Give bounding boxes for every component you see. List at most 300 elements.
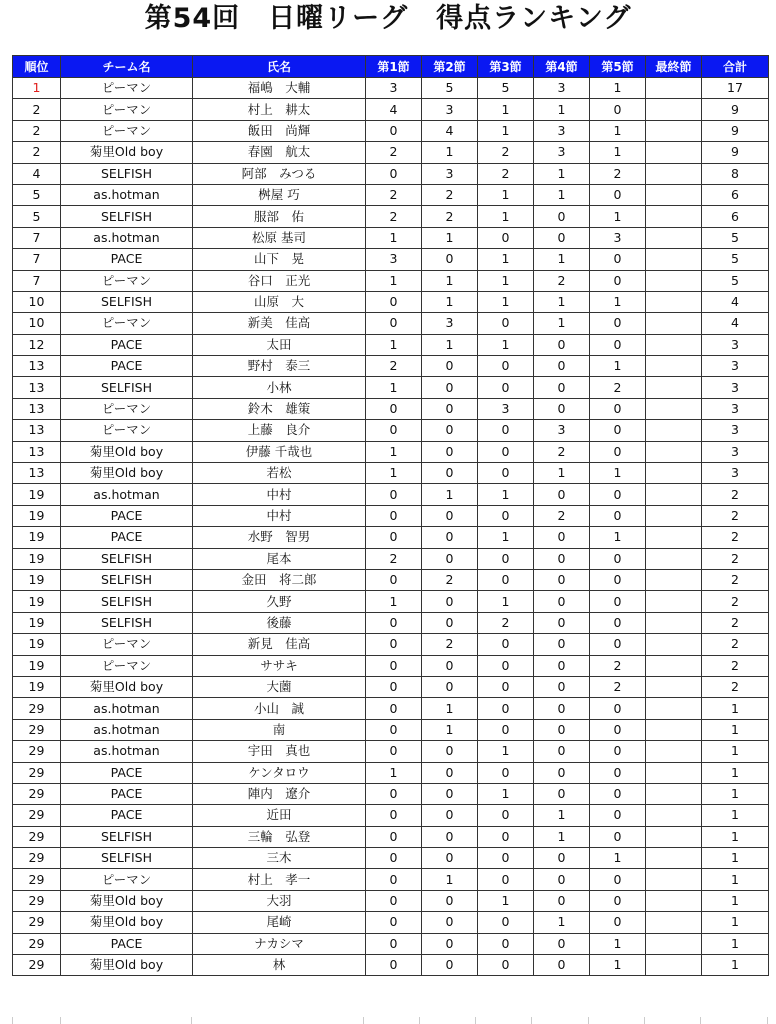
- cell-final-match: [646, 698, 702, 719]
- cell-match-2: 2: [422, 634, 478, 655]
- table-row: [13, 527, 769, 548]
- cell-total: 1: [702, 912, 769, 933]
- cell-final-match: [646, 291, 702, 312]
- cell-final-match: [646, 848, 702, 869]
- cell-match-3: 0: [478, 505, 534, 526]
- cell-match-5: 0: [590, 441, 646, 462]
- cell-team: ピーマン: [61, 78, 193, 99]
- cell-total: 1: [702, 869, 769, 890]
- cell-player-name: 林: [193, 955, 366, 976]
- cell-match-4: 1: [534, 826, 590, 847]
- table-row: [13, 505, 769, 526]
- cell-team: SELFISH: [61, 206, 193, 227]
- cell-final-match: [646, 377, 702, 398]
- cell-rank: 19: [13, 612, 61, 633]
- cell-match-1: 3: [366, 78, 422, 99]
- cell-team: 菊里Old boy: [61, 890, 193, 911]
- cell-player-name: 福嶋 大輔: [193, 78, 366, 99]
- cell-team: SELFISH: [61, 848, 193, 869]
- cell-total: 4: [702, 313, 769, 334]
- cell-match-1: 1: [366, 334, 422, 355]
- cell-match-4: 1: [534, 463, 590, 484]
- cell-match-5: 0: [590, 762, 646, 783]
- cell-match-1: 0: [366, 505, 422, 526]
- cell-rank: 10: [13, 291, 61, 312]
- cell-match-4: 0: [534, 783, 590, 804]
- cell-match-5: 2: [590, 655, 646, 676]
- table-row: [13, 463, 769, 484]
- cell-final-match: [646, 163, 702, 184]
- cell-match-1: 0: [366, 398, 422, 419]
- cell-match-3: 1: [478, 291, 534, 312]
- cell-match-5: 0: [590, 805, 646, 826]
- cell-match-5: 1: [590, 291, 646, 312]
- cell-match-3: 0: [478, 548, 534, 569]
- cell-match-1: 4: [366, 99, 422, 120]
- cell-player-name: 阿部 みつる: [193, 163, 366, 184]
- cell-team: PACE: [61, 249, 193, 270]
- cell-match-5: 0: [590, 569, 646, 590]
- table-row: [13, 120, 769, 141]
- table-row: [13, 805, 769, 826]
- cell-match-4: 0: [534, 890, 590, 911]
- cell-match-3: 1: [478, 741, 534, 762]
- cell-match-2: 0: [422, 505, 478, 526]
- table-row: [13, 441, 769, 462]
- cell-match-2: 2: [422, 206, 478, 227]
- cell-match-2: 0: [422, 912, 478, 933]
- cell-match-3: 0: [478, 227, 534, 248]
- cell-match-5: 0: [590, 612, 646, 633]
- cell-match-4: 1: [534, 99, 590, 120]
- cell-match-1: 2: [366, 206, 422, 227]
- cell-match-1: 0: [366, 741, 422, 762]
- cell-match-3: 1: [478, 270, 534, 291]
- cell-match-1: 0: [366, 869, 422, 890]
- cell-player-name: 水野 智男: [193, 527, 366, 548]
- cell-player-name: 後藤: [193, 612, 366, 633]
- cell-rank: 29: [13, 741, 61, 762]
- cell-player-name: 大薗: [193, 676, 366, 697]
- cell-match-1: 2: [366, 142, 422, 163]
- cell-player-name: 飯田 尚輝: [193, 120, 366, 141]
- cell-match-1: 0: [366, 484, 422, 505]
- cell-match-2: 0: [422, 591, 478, 612]
- cell-rank: 5: [13, 206, 61, 227]
- cell-match-3: 0: [478, 655, 534, 676]
- cell-final-match: [646, 890, 702, 911]
- table-row: [13, 313, 769, 334]
- cell-player-name: 村上 耕太: [193, 99, 366, 120]
- cell-match-5: 0: [590, 826, 646, 847]
- cell-match-4: 0: [534, 612, 590, 633]
- cell-total: 5: [702, 227, 769, 248]
- page-title: 第54回 日曜リーグ 得点ランキング: [144, 3, 632, 34]
- cell-match-5: 3: [590, 227, 646, 248]
- cell-match-4: 1: [534, 912, 590, 933]
- cell-rank: 19: [13, 505, 61, 526]
- cell-rank: 2: [13, 120, 61, 141]
- cell-team: ピーマン: [61, 313, 193, 334]
- cell-match-2: 0: [422, 548, 478, 569]
- cell-match-2: 1: [422, 227, 478, 248]
- cell-rank: 19: [13, 655, 61, 676]
- cell-player-name: 宇田 真也: [193, 741, 366, 762]
- cell-match-2: 0: [422, 805, 478, 826]
- table-row: [13, 869, 769, 890]
- cell-team: ピーマン: [61, 869, 193, 890]
- table-row: [13, 890, 769, 911]
- header-match-5: 第5節: [590, 56, 646, 78]
- table-row: [13, 955, 769, 976]
- cell-team: ピーマン: [61, 420, 193, 441]
- cell-match-4: 0: [534, 334, 590, 355]
- cell-match-5: 1: [590, 955, 646, 976]
- cell-match-1: 0: [366, 634, 422, 655]
- cell-match-1: 3: [366, 249, 422, 270]
- cell-rank: 29: [13, 869, 61, 890]
- cell-match-5: 0: [590, 548, 646, 569]
- cell-match-2: 1: [422, 334, 478, 355]
- cell-match-4: 0: [534, 698, 590, 719]
- cell-final-match: [646, 78, 702, 99]
- cell-match-1: 0: [366, 933, 422, 954]
- cell-match-4: 3: [534, 420, 590, 441]
- cell-team: ピーマン: [61, 270, 193, 291]
- cell-total: 2: [702, 591, 769, 612]
- cell-team: ピーマン: [61, 655, 193, 676]
- cell-final-match: [646, 912, 702, 933]
- cell-player-name: 三木: [193, 848, 366, 869]
- cell-total: 3: [702, 441, 769, 462]
- cell-match-2: 1: [422, 869, 478, 890]
- cell-total: 2: [702, 676, 769, 697]
- cell-final-match: [646, 634, 702, 655]
- cell-match-4: 0: [534, 398, 590, 419]
- cell-match-1: 2: [366, 356, 422, 377]
- cell-match-3: 1: [478, 334, 534, 355]
- cell-match-2: 3: [422, 99, 478, 120]
- cell-match-4: 0: [534, 869, 590, 890]
- cell-match-3: 0: [478, 441, 534, 462]
- cell-match-3: 1: [478, 120, 534, 141]
- cell-match-5: 2: [590, 163, 646, 184]
- cell-match-1: 0: [366, 783, 422, 804]
- cell-player-name: 尾崎: [193, 912, 366, 933]
- cell-final-match: [646, 591, 702, 612]
- cell-team: 菊里Old boy: [61, 142, 193, 163]
- cell-match-3: 0: [478, 676, 534, 697]
- cell-rank: 13: [13, 420, 61, 441]
- cell-match-5: 1: [590, 463, 646, 484]
- cell-match-5: 0: [590, 912, 646, 933]
- cell-rank: 19: [13, 569, 61, 590]
- cell-rank: 13: [13, 377, 61, 398]
- cell-match-2: 5: [422, 78, 478, 99]
- table-row: [13, 676, 769, 697]
- cell-rank: 10: [13, 313, 61, 334]
- cell-match-5: 0: [590, 591, 646, 612]
- cell-player-name: 松原 基司: [193, 227, 366, 248]
- cell-final-match: [646, 249, 702, 270]
- cell-match-5: 1: [590, 848, 646, 869]
- table-row: [13, 912, 769, 933]
- cell-rank: 2: [13, 142, 61, 163]
- cell-match-4: 0: [534, 377, 590, 398]
- cell-match-2: 2: [422, 569, 478, 590]
- cell-team: SELFISH: [61, 291, 193, 312]
- table-row: [13, 78, 769, 99]
- cell-team: SELFISH: [61, 826, 193, 847]
- cell-team: 菊里Old boy: [61, 463, 193, 484]
- cell-match-3: 1: [478, 99, 534, 120]
- cell-player-name: 村上 孝一: [193, 869, 366, 890]
- cell-match-1: 0: [366, 719, 422, 740]
- cell-total: 9: [702, 99, 769, 120]
- cell-match-5: 2: [590, 676, 646, 697]
- cell-rank: 29: [13, 762, 61, 783]
- cell-rank: 29: [13, 719, 61, 740]
- cell-rank: 7: [13, 227, 61, 248]
- cell-team: ピーマン: [61, 99, 193, 120]
- table-row: [13, 655, 769, 676]
- cell-match-5: 0: [590, 249, 646, 270]
- cell-final-match: [646, 505, 702, 526]
- cell-player-name: 新美 佳高: [193, 313, 366, 334]
- cell-match-3: 0: [478, 377, 534, 398]
- table-row: [13, 933, 769, 954]
- cell-match-2: 4: [422, 120, 478, 141]
- cell-final-match: [646, 313, 702, 334]
- cell-match-1: 0: [366, 912, 422, 933]
- cell-team: as.hotman: [61, 698, 193, 719]
- cell-player-name: 鈴木 雄策: [193, 398, 366, 419]
- cell-rank: 19: [13, 676, 61, 697]
- cell-match-5: 0: [590, 398, 646, 419]
- cell-match-1: 0: [366, 955, 422, 976]
- cell-match-3: 0: [478, 719, 534, 740]
- cell-team: 菊里Old boy: [61, 955, 193, 976]
- cell-final-match: [646, 612, 702, 633]
- cell-total: 1: [702, 848, 769, 869]
- cell-total: 4: [702, 291, 769, 312]
- cell-match-5: 1: [590, 142, 646, 163]
- cell-match-1: 1: [366, 441, 422, 462]
- cell-match-4: 0: [534, 634, 590, 655]
- cell-match-4: 3: [534, 120, 590, 141]
- cell-total: 2: [702, 612, 769, 633]
- cell-team: as.hotman: [61, 227, 193, 248]
- cell-team: PACE: [61, 505, 193, 526]
- cell-total: 9: [702, 142, 769, 163]
- cell-player-name: 服部 佑: [193, 206, 366, 227]
- cell-match-2: 0: [422, 890, 478, 911]
- cell-match-3: 0: [478, 848, 534, 869]
- cell-team: SELFISH: [61, 612, 193, 633]
- cell-total: 17: [702, 78, 769, 99]
- cell-total: 1: [702, 805, 769, 826]
- header-match-3: 第3節: [478, 56, 534, 78]
- cell-match-3: 1: [478, 890, 534, 911]
- cell-match-3: 0: [478, 955, 534, 976]
- cell-match-3: 1: [478, 249, 534, 270]
- cell-player-name: 伊藤 千哉也: [193, 441, 366, 462]
- cell-match-2: 0: [422, 398, 478, 419]
- cell-match-2: 2: [422, 184, 478, 205]
- table-row: [13, 249, 769, 270]
- cell-match-5: 1: [590, 120, 646, 141]
- cell-match-4: 1: [534, 163, 590, 184]
- cell-team: as.hotman: [61, 719, 193, 740]
- cell-match-5: 0: [590, 313, 646, 334]
- cell-rank: 29: [13, 955, 61, 976]
- cell-total: 1: [702, 826, 769, 847]
- cell-match-3: 0: [478, 826, 534, 847]
- cell-total: 5: [702, 270, 769, 291]
- cell-player-name: 金田 将二郎: [193, 569, 366, 590]
- cell-total: 3: [702, 398, 769, 419]
- cell-team: SELFISH: [61, 548, 193, 569]
- cell-team: 菊里Old boy: [61, 441, 193, 462]
- cell-player-name: 谷口 正光: [193, 270, 366, 291]
- cell-team: SELFISH: [61, 591, 193, 612]
- cell-match-1: 0: [366, 655, 422, 676]
- cell-match-1: 0: [366, 826, 422, 847]
- cell-rank: 13: [13, 356, 61, 377]
- cell-rank: 29: [13, 848, 61, 869]
- cell-match-1: 2: [366, 184, 422, 205]
- cell-total: 9: [702, 120, 769, 141]
- cell-rank: 4: [13, 163, 61, 184]
- cell-match-2: 1: [422, 719, 478, 740]
- cell-match-5: 0: [590, 484, 646, 505]
- cell-rank: 29: [13, 805, 61, 826]
- cell-player-name: 小林: [193, 377, 366, 398]
- table-row: [13, 612, 769, 633]
- cell-team: as.hotman: [61, 741, 193, 762]
- cell-match-1: 0: [366, 698, 422, 719]
- cell-total: 3: [702, 420, 769, 441]
- cell-match-4: 3: [534, 78, 590, 99]
- cell-match-2: 0: [422, 420, 478, 441]
- table-row: [13, 741, 769, 762]
- table-row: [13, 270, 769, 291]
- cell-match-1: 0: [366, 291, 422, 312]
- table-row: [13, 484, 769, 505]
- cell-match-3: 2: [478, 163, 534, 184]
- cell-player-name: 南: [193, 719, 366, 740]
- table-row: [13, 783, 769, 804]
- cell-final-match: [646, 955, 702, 976]
- cell-total: 8: [702, 163, 769, 184]
- cell-final-match: [646, 933, 702, 954]
- cell-match-3: 3: [478, 398, 534, 419]
- table-row: [13, 334, 769, 355]
- cell-match-3: 0: [478, 463, 534, 484]
- cell-match-4: 0: [534, 655, 590, 676]
- cell-player-name: ケンタロウ: [193, 762, 366, 783]
- cell-player-name: 上藤 良介: [193, 420, 366, 441]
- cell-match-3: 0: [478, 313, 534, 334]
- cell-match-3: 0: [478, 869, 534, 890]
- cell-player-name: 新見 佳高: [193, 634, 366, 655]
- cell-team: as.hotman: [61, 484, 193, 505]
- cell-match-4: 0: [534, 933, 590, 954]
- cell-match-4: 1: [534, 291, 590, 312]
- cell-match-4: 0: [534, 955, 590, 976]
- cell-player-name: 春園 航太: [193, 142, 366, 163]
- cell-final-match: [646, 420, 702, 441]
- cell-match-4: 2: [534, 270, 590, 291]
- cell-team: SELFISH: [61, 377, 193, 398]
- cell-total: 2: [702, 655, 769, 676]
- cell-final-match: [646, 805, 702, 826]
- cell-match-3: 1: [478, 484, 534, 505]
- table-row: [13, 184, 769, 205]
- cell-final-match: [646, 484, 702, 505]
- cell-match-1: 0: [366, 805, 422, 826]
- cell-rank: 12: [13, 334, 61, 355]
- cell-match-5: 0: [590, 869, 646, 890]
- cell-team: as.hotman: [61, 184, 193, 205]
- cell-match-3: 5: [478, 78, 534, 99]
- cell-match-1: 1: [366, 377, 422, 398]
- cell-match-5: 0: [590, 270, 646, 291]
- cell-final-match: [646, 762, 702, 783]
- cell-player-name: 山原 大: [193, 291, 366, 312]
- cell-player-name: 小山 誠: [193, 698, 366, 719]
- cell-match-3: 1: [478, 527, 534, 548]
- table-row: [13, 826, 769, 847]
- cell-total: 1: [702, 698, 769, 719]
- cell-final-match: [646, 741, 702, 762]
- cell-match-4: 0: [534, 676, 590, 697]
- cell-team: ピーマン: [61, 398, 193, 419]
- cell-match-4: 2: [534, 505, 590, 526]
- cell-match-2: 0: [422, 249, 478, 270]
- cell-match-1: 0: [366, 848, 422, 869]
- cell-total: 1: [702, 719, 769, 740]
- cell-match-3: 0: [478, 569, 534, 590]
- cell-match-3: 0: [478, 356, 534, 377]
- cell-rank: 29: [13, 826, 61, 847]
- cell-final-match: [646, 120, 702, 141]
- table-header-row: [13, 56, 769, 78]
- cell-final-match: [646, 356, 702, 377]
- cell-rank: 13: [13, 398, 61, 419]
- cell-match-4: 0: [534, 848, 590, 869]
- header-rank: 順位: [13, 56, 61, 78]
- cell-match-4: 1: [534, 249, 590, 270]
- cell-match-1: 1: [366, 463, 422, 484]
- cell-final-match: [646, 398, 702, 419]
- cell-match-1: 1: [366, 270, 422, 291]
- cell-total: 1: [702, 890, 769, 911]
- cell-team: PACE: [61, 933, 193, 954]
- table-row: [13, 163, 769, 184]
- table-row: [13, 698, 769, 719]
- cell-player-name: 三輪 弘登: [193, 826, 366, 847]
- header-team: チーム名: [61, 56, 193, 78]
- cell-total: 2: [702, 484, 769, 505]
- cell-rank: 19: [13, 484, 61, 505]
- cell-total: 3: [702, 356, 769, 377]
- cell-match-4: 0: [534, 484, 590, 505]
- cell-match-5: 0: [590, 634, 646, 655]
- cell-team: 菊里Old boy: [61, 912, 193, 933]
- cell-team: SELFISH: [61, 569, 193, 590]
- cell-match-5: 0: [590, 184, 646, 205]
